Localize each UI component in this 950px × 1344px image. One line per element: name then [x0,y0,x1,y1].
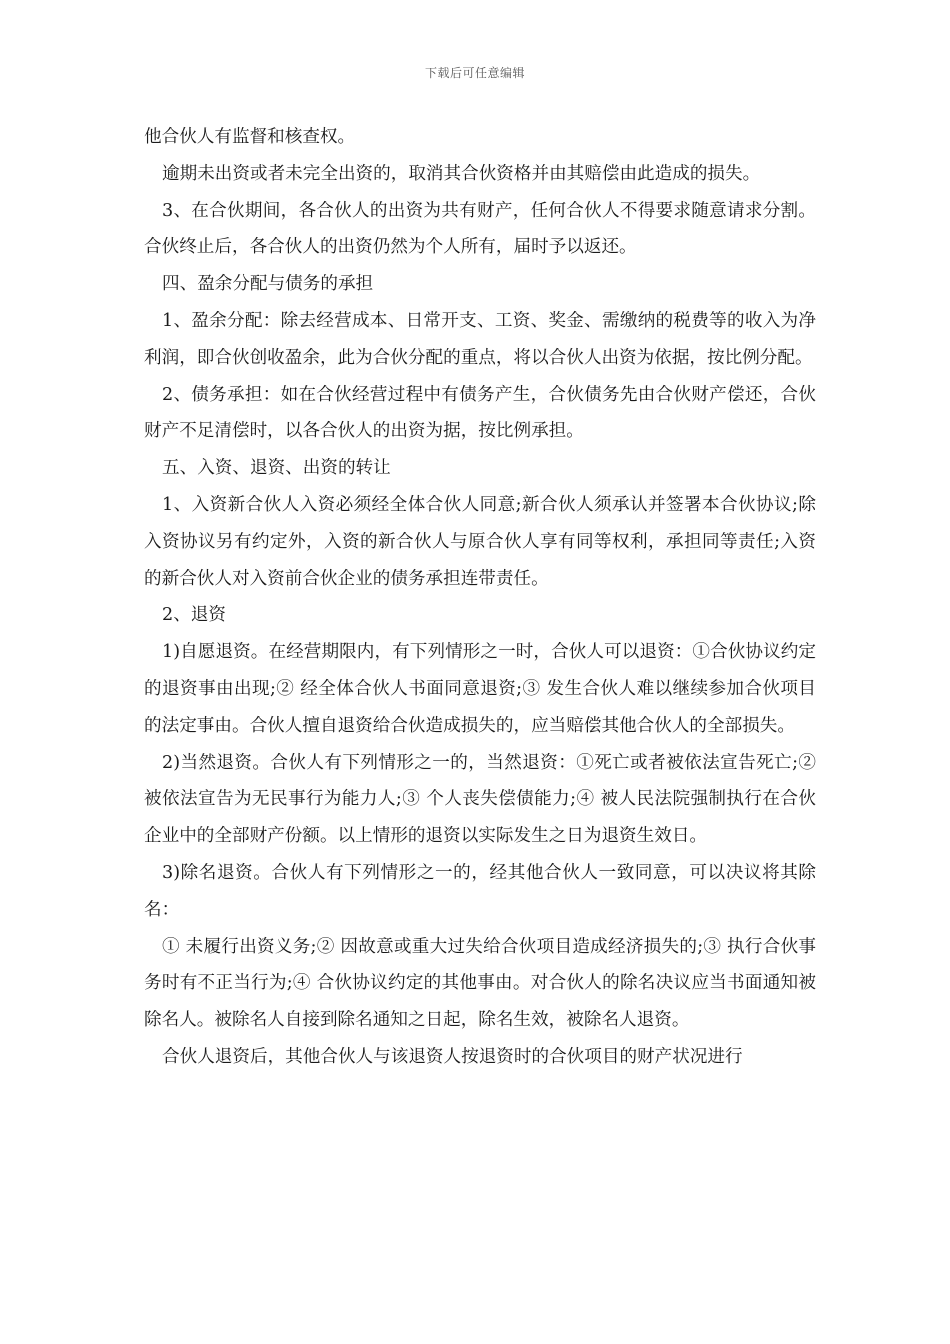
paragraph: 3)除名退资。合伙人有下列情形之一的，经其他合伙人一致同意，可以决议将其除名： [144,862,816,920]
section-heading: 四、盈余分配与债务的承担 [162,274,374,295]
paragraph: 合伙人退资后，其他合伙人与该退资人按退资时的合伙项目的财产状况进行 [162,1046,743,1067]
page-header: 下载后可任意编辑 [424,66,525,80]
paragraph: 逾期未出资或者未完全出资的，取消其合伙资格并由其赔偿由此造成的损失。 [162,163,761,184]
paragraph: ① 未履行出资义务;② 因故意或重大过失给合伙项目造成经济损失的;③ 执行合伙事务时有不正当行为;④ 合伙协议约定的其他事由。对合伙人的除名决议应当书面通知被除名人。被除名人自接到除名通知之日起，除名生效，被除名人退资。 [144,936,816,1031]
subsection-heading: 2、退资 [162,605,226,626]
paragraph: 1、盈余分配：除去经营成本、日常开支、工资、奖金、需缴纳的税费等的收入为净利润，即合伙创收盈余，此为合伙分配的重点，将以合伙人出资为依据，按比例分配。 [144,310,816,368]
paragraph: 2)当然退资。合伙人有下列情形之一的，当然退资：①死亡或者被依法宣告死亡;② 被依法宣告为无民事行为能力人;③ 个人丧失偿债能力;④ 被人民法院强制执行在合伙企业中的全部财产份额。以上情形的退资以实际发生之日为退资生效日。 [144,752,816,847]
paragraph: 他合伙人有监督和核查权。 [144,127,356,147]
paragraph: 1、入资新合伙人入资必须经全体合伙人同意;新合伙人须承认并签署本合伙协议;除入资协议另有约定外，入资的新合伙人与原合伙人享有同等权利，承担同等责任;入资的新合伙人对入资前合伙企业的债务承担连带责任。 [144,494,816,589]
section-heading: 五、入资、退资、出资的转让 [162,458,391,479]
paragraph: 3、在合伙期间，各合伙人的出资为共有财产，任何合伙人不得要求随意请求分割。合伙终止后，各合伙人的出资仍然为个人所有，届时予以返还。 [144,200,816,258]
paragraph: 1)自愿退资。在经营期限内，有下列情形之一时，合伙人可以退资：①合伙协议约定的退资事由出现;② 经全体合伙人书面同意退资;③ 发生合伙人难以继续参加合伙项目的法定事由。合伙人擅自退资给合伙造成损失的，应当赔偿其他合伙人的全部损失。 [144,642,816,736]
document-body [144,119,816,1076]
paragraph: 2、债务承担：如在合伙经营过程中有债务产生，合伙债务先由合伙财产偿还，合伙财产不足清偿时，以各合伙人的出资为据，按比例承担。 [144,384,816,442]
